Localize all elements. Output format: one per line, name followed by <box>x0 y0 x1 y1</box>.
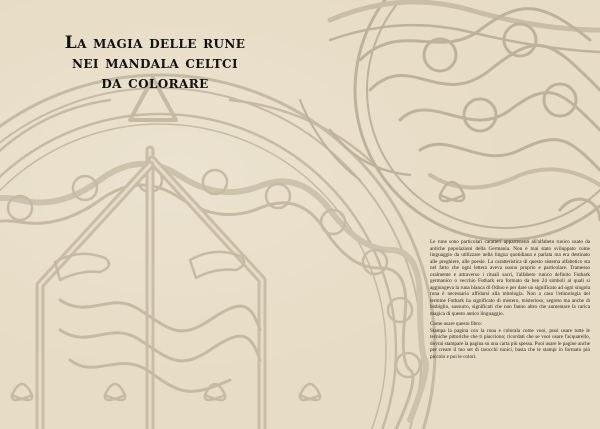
page-title <box>40 33 270 93</box>
section-heading: Come usare questo libro: <box>430 321 483 327</box>
title-line: nei mandala celtci <box>71 53 239 74</box>
body-text <box>430 239 590 364</box>
title-line: La magia delle rune <box>64 33 246 54</box>
mandala-ornament <box>0 75 435 429</box>
instructions-paragraph: Stampa la pagina con la runa e colorala come vuoi, puoi usare tutte le tecniche pittoriche che ti piacciono; ricordati che se vuoi usare l'acquarello, dovrai stampare la pagina su una carta più spessa. Puoi usare le pagine anche per creare il tuo set di tarocchi runici, basta che le stampi in formato più piccolo e poi le colori. <box>430 327 590 360</box>
intro-paragraph: Le rune sono particolari caratteri appartenenti all'alfabeto runico usato da antiche popolazioni della Germania. Non è mai stato sviluppato come linguaggio da utilizzare nella lingua quotidiana e parlata ma era destinato alle preghiere, alle poesie. La caratteristica di questo sistema alfabetico sta nel fatto che ogni lettera aveva suono proprio e particolare. Tramesso oralmente e attraverso i rituali sacri, l'alfabeto runico definito Futhark germanico o vecchio Futhark era formato da ben 24 simboli al quali si aggiungeva la runa bianca di Odino e per dare un significato ad ogni singola runa è necessario affidarsi alla mitologia. Non a caso l'etimologia del termine Futhark ha significato di mistero, misterioso, segreto ma anche di bisbiglio, sussurro, significati che non fanno altro che aumentare la carica magica di questo antico linguaggio. <box>430 239 590 317</box>
title-line: da colorare <box>101 73 209 94</box>
